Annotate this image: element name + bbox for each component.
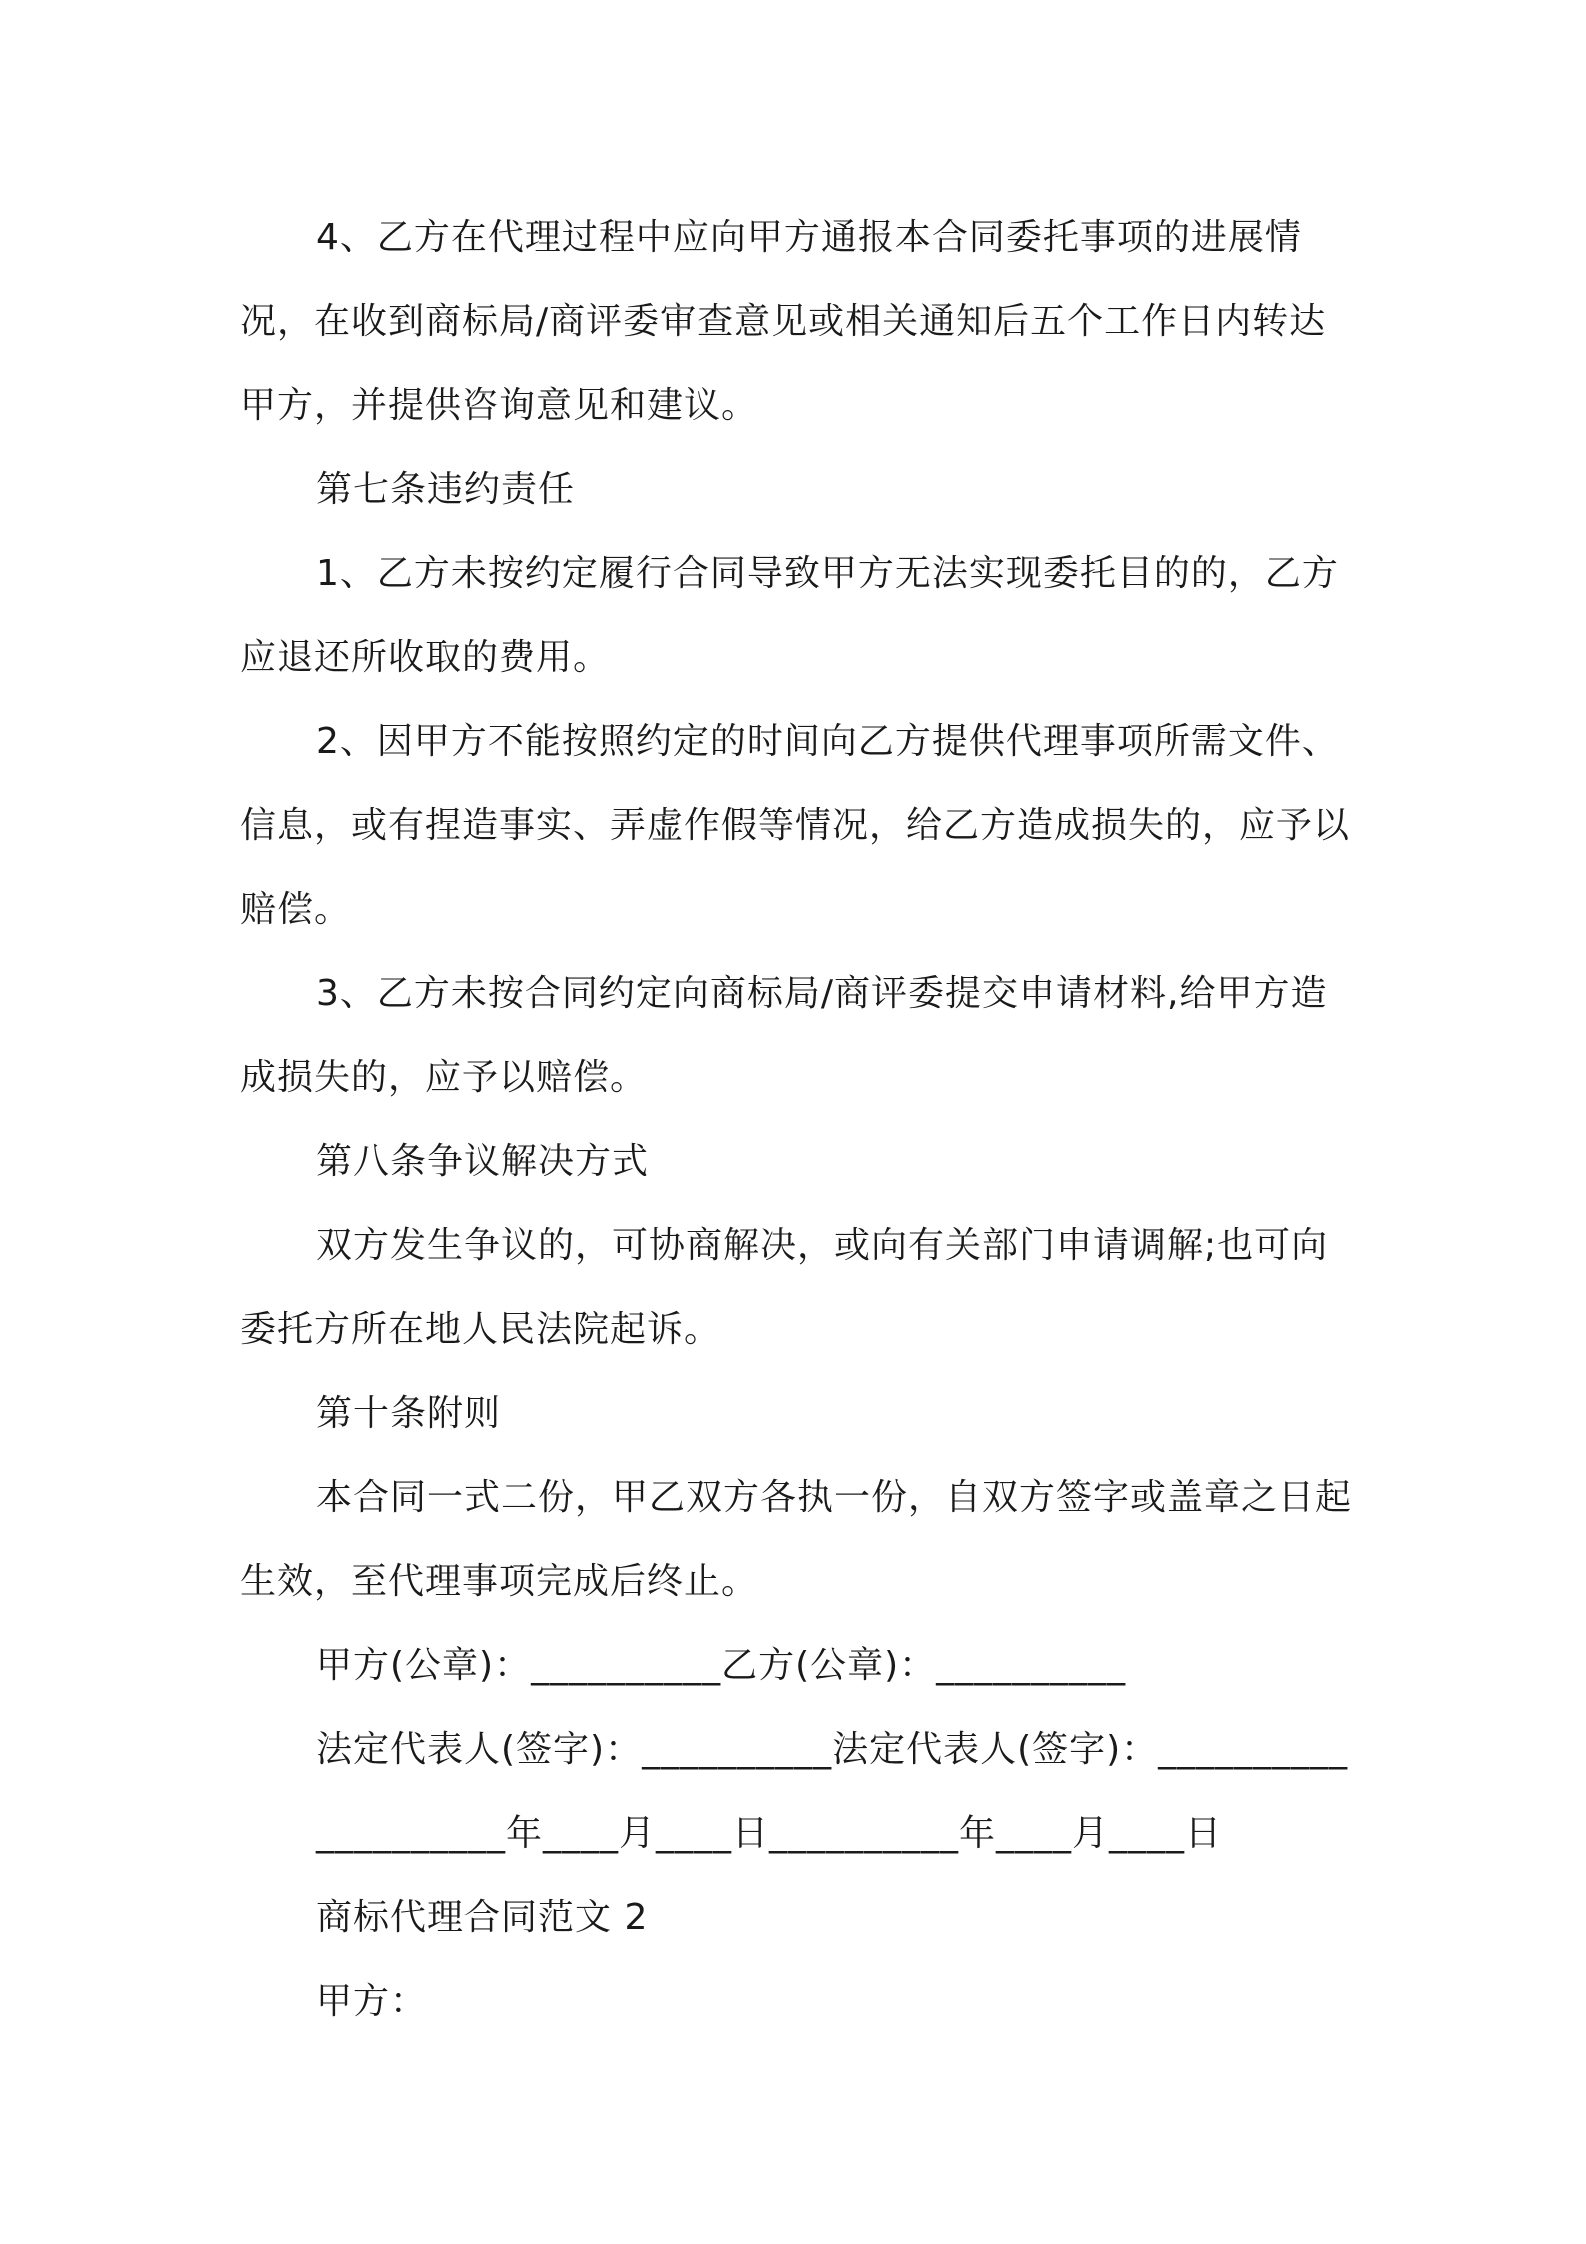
party-a-label: 甲方： — [316, 1981, 428, 2022]
paragraph-breach-1: 1、乙方未按约定履行合同导致甲方无法实现委托目的的，乙方应退还所收取的费用。 — [240, 553, 1339, 678]
section-heading-dispute: 第八条争议解决方式 — [316, 1141, 650, 1182]
paragraph-breach-3: 3、乙方未按合同约定向商标局/商评委提交申请材料,给甲方造成损失的，应予以赔偿。 — [240, 973, 1328, 1098]
signature-seal-line: 甲方(公章)：__________乙方(公章)：__________ — [316, 1645, 1127, 1686]
document-body — [240, 196, 1360, 2044]
paragraph-supplementary: 本合同一式二份，甲乙双方各执一份，自双方签字或盖章之日起生效，至代理事项完成后终止。 — [240, 1477, 1353, 1602]
template-title: 商标代理合同范文 2 — [316, 1897, 649, 1938]
paragraph-dispute: 双方发生争议的，可协商解决，或向有关部门申请调解;也可向委托方所在地人民法院起诉。 — [240, 1225, 1329, 1350]
signature-date-line: __________年____月____日__________年____月____日 — [316, 1813, 1222, 1854]
section-heading-supplementary: 第十条附则 — [316, 1393, 502, 1434]
paragraph-progress-report: 4、乙方在代理过程中应向甲方通报本合同委托事项的进展情况，在收到商标局/商评委审查意见或相关通知后五个工作日内转达甲方，并提供咨询意见和建议。 — [240, 217, 1327, 426]
section-heading-breach: 第七条违约责任 — [316, 469, 576, 510]
paragraph-breach-2: 2、因甲方不能按照约定的时间向乙方提供代理事项所需文件、信息，或有捏造事实、弄虚作假等情况，给乙方造成损失的，应予以赔偿。 — [240, 721, 1351, 930]
signature-representative-line: 法定代表人(签字)：__________法定代表人(签字)：__________ — [316, 1729, 1349, 1770]
